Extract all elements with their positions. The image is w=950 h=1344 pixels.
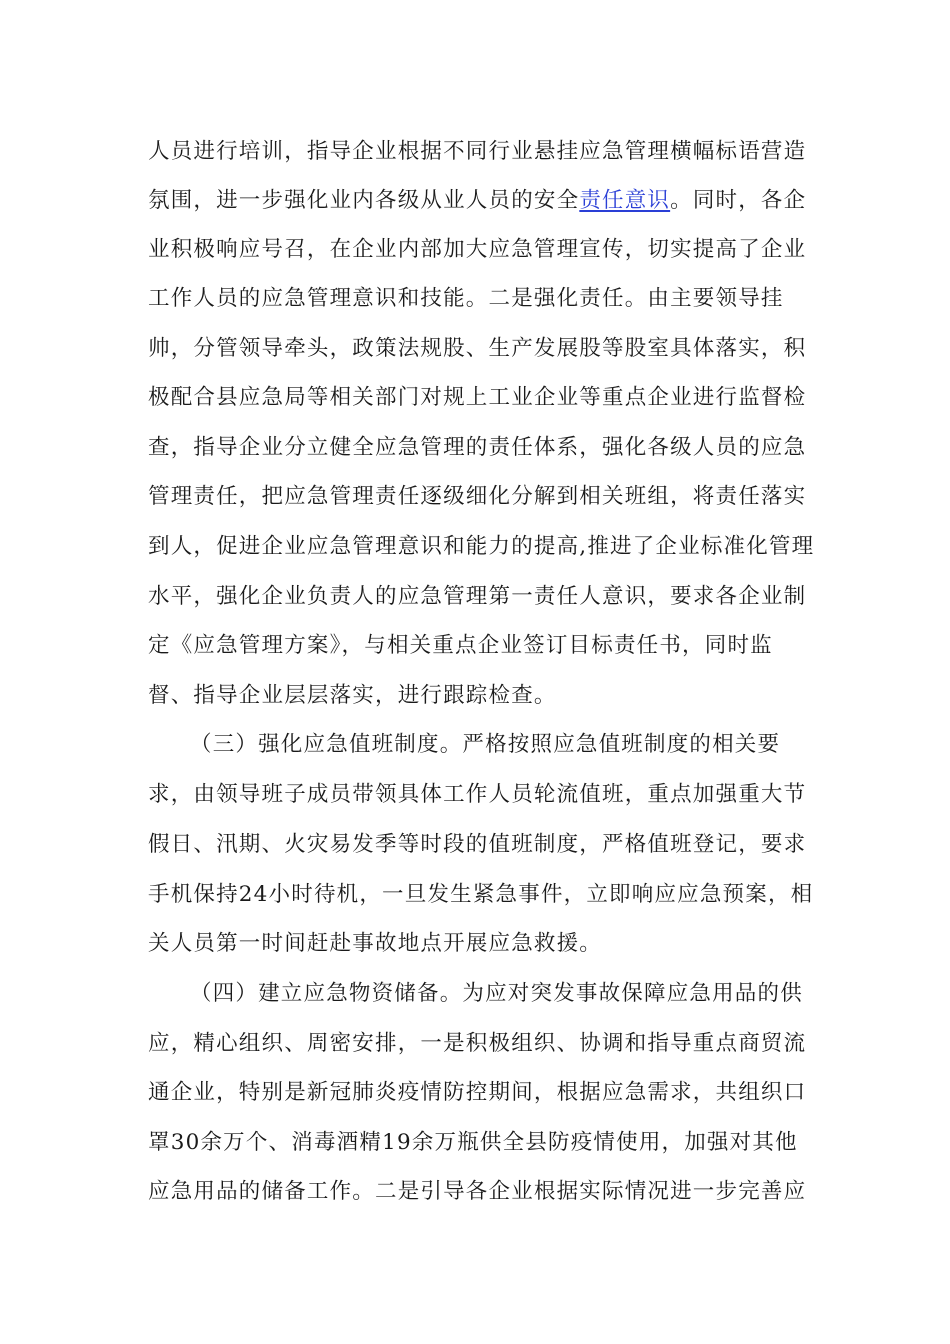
link-responsibility-awareness[interactable]: 责任意识 [579, 188, 671, 213]
text-line: 业积极响应号召，在企业内部加大应急管理宣传，切实提高了企业 [148, 237, 807, 262]
text-line: 假日、汛期、火灾易发季等时段的值班制度，严格值班登记，要求 [148, 832, 807, 857]
text-line: 求，由领导班子成员带领具体工作人员轮流值班，重点加强重大节 [148, 782, 807, 807]
text-segment: 。同时，各企 [670, 188, 807, 213]
text-line: 帅，分管领导牵头，政策法规股、生产发展股等股室具体落实，积 [148, 336, 807, 361]
text-line: 人员进行培训，指导企业根据不同行业悬挂应急管理横幅标语营造 [148, 139, 807, 164]
text-line: 督、指导企业层层落实，进行跟踪检查。 [148, 683, 557, 708]
paragraph-heading-3: （三）强化应急值班制度。严格按照应急值班制度的相关要 [190, 732, 781, 757]
text-line: 通企业，特别是新冠肺炎疫情防控期间，根据应急需求，共组织口 [148, 1080, 807, 1105]
text-line: 工作人员的应急管理意识和技能。二是强化责任。由主要领导挂 [148, 286, 784, 311]
text-line: 水平，强化企业负责人的应急管理第一责任人意识，要求各企业制 [148, 584, 807, 609]
text-line: 关人员第一时间赶赴事故地点开展应急救援。 [148, 931, 603, 956]
text-line [148, 186, 808, 216]
paragraph-heading-4: （四）建立应急物资储备。为应对突发事故保障应急用品的供 [190, 981, 803, 1006]
text-line: 极配合县应急局等相关部门对规上工业企业等重点企业进行监督检 [148, 385, 807, 410]
text-line: 定《应急管理方案》，与相关重点企业签订目标责任书，同时监 [148, 633, 773, 658]
text-line: 查，指导企业分立健全应急管理的责任体系，强化各级人员的应急 [148, 435, 807, 460]
text-line: 应，精心组织、周密安排，一是积极组织、协调和指导重点商贸流 [148, 1031, 807, 1056]
text-segment: 氛围，进一步强化业内各级从业人员的安全 [148, 188, 580, 213]
text-line: 罩30余万个、消毒酒精19余万瓶供全县防疫情使用，加强对其他 [148, 1130, 798, 1155]
text-line: 手机保持24小时待机，一旦发生紧急事件，立即响应应急预案，相 [148, 882, 814, 907]
text-line: 管理责任，把应急管理责任逐级细化分解到相关班组，将责任落实 [148, 484, 807, 509]
text-line: 到人，促进企业应急管理意识和能力的提高,推进了企业标准化管理 [148, 534, 815, 559]
text-line: 应急用品的储备工作。二是引导各企业根据实际情况进一步完善应 [148, 1179, 807, 1204]
